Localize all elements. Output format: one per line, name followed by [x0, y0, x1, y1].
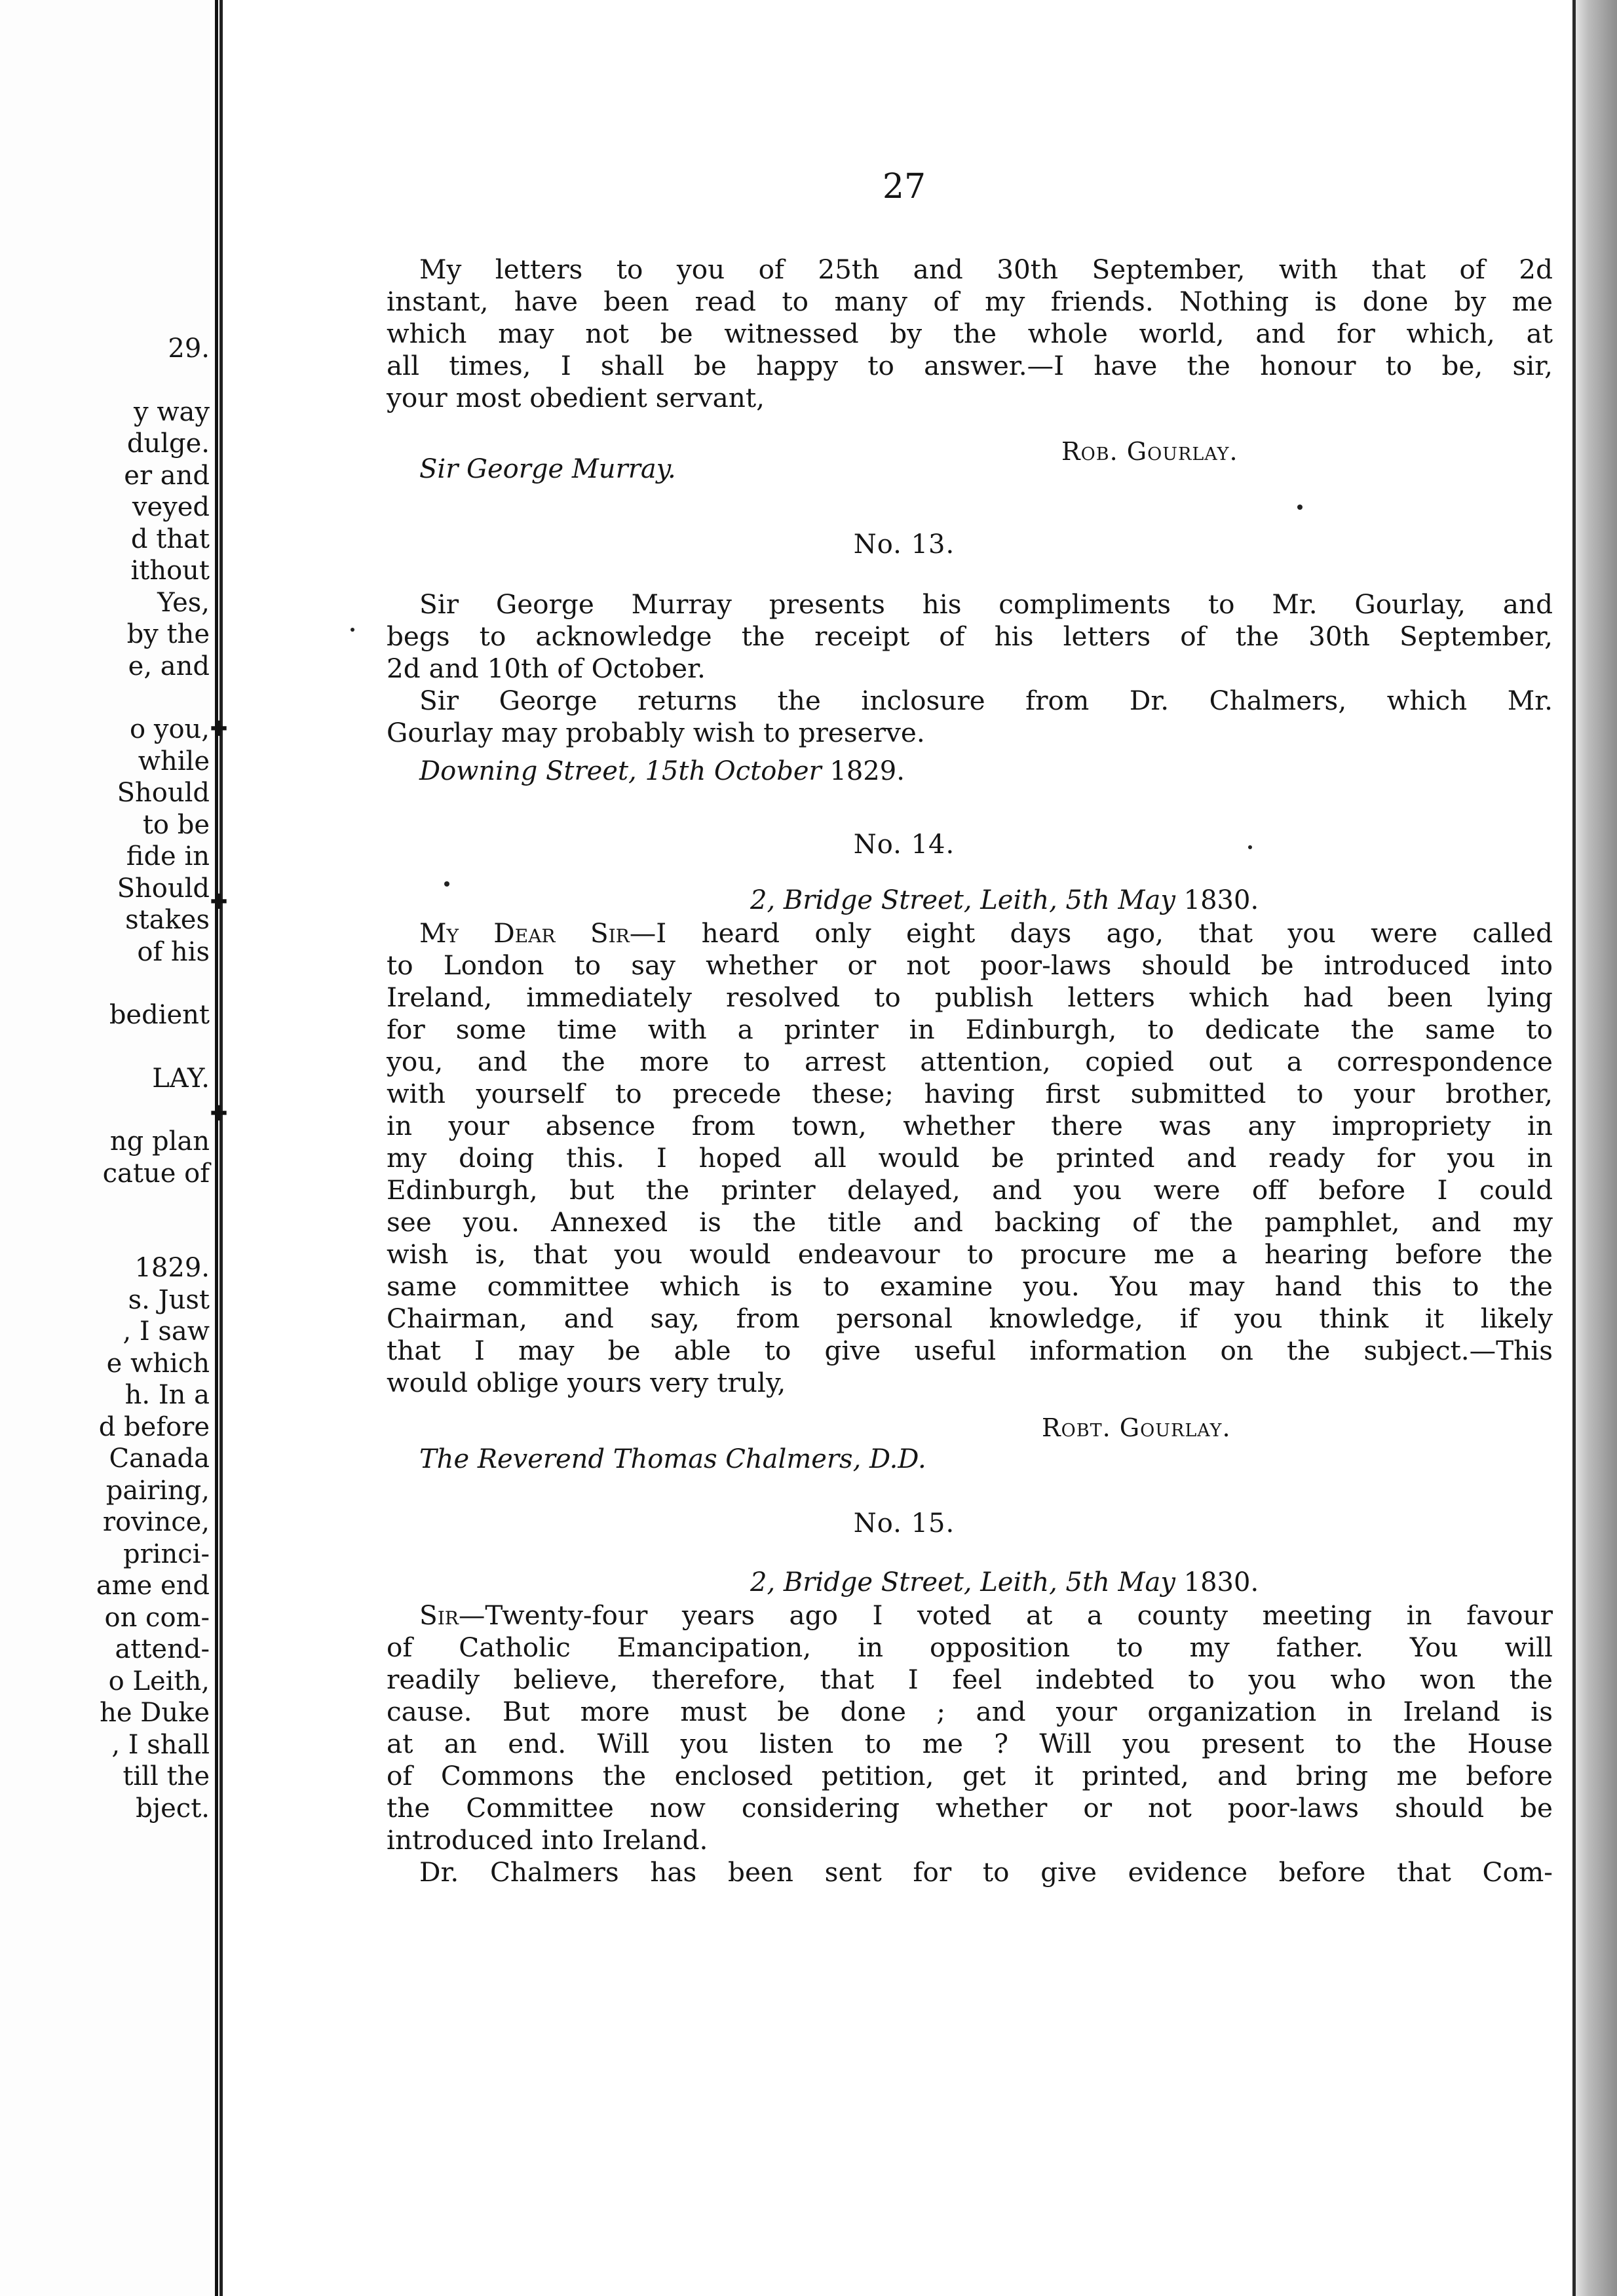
left-page-line: Yes, [157, 587, 210, 618]
addressee: Sir George Murray. [419, 454, 676, 484]
text-line: same committee which is to examine you. You may hand this to the [387, 1271, 1553, 1302]
left-page-line: ng plan [109, 1126, 210, 1157]
text-line: for some time with a printer in Edinburgh, to dedicate the same to [387, 1014, 1553, 1045]
left-page-line: dulge. [126, 429, 210, 459]
left-page-line: by the [126, 619, 210, 649]
left-page-line: Canada [109, 1444, 210, 1474]
text-line: which may not be witnessed by the whole world, and for which, at [387, 318, 1553, 349]
letter-heading: No. 14. [853, 830, 955, 860]
text-line: of Commons the enclosed petition, get it printed, and bring me before [387, 1760, 1553, 1791]
text-line: introduced into Ireland. [387, 1824, 708, 1856]
text-line: Chairman, and say, from personal knowledge, if you think it likely [387, 1303, 1553, 1334]
text-line: My Dear Sir—I heard only eight days ago, that you were called [419, 917, 1553, 949]
left-page-line: s. Just [128, 1284, 210, 1315]
left-page-line: d that [130, 524, 210, 554]
text-line: readily believe, therefore, that I feel indebted to you who won the [387, 1664, 1553, 1695]
letter-heading: No. 15. [853, 1508, 955, 1539]
page-number: 27 [882, 167, 926, 206]
print-speck [1297, 505, 1303, 510]
text-line: to London to say whether or not poor-laws should be introduced into [387, 949, 1553, 981]
left-page-line: till the [123, 1761, 210, 1791]
left-page-line: Should [117, 873, 210, 904]
left-page-line: Should [117, 778, 210, 808]
left-page-line: attend- [115, 1634, 210, 1664]
left-page-line: LAY. [152, 1063, 210, 1094]
print-speck [444, 881, 449, 887]
text-line: cause. But more must be done ; and your organization in Ireland is [387, 1696, 1553, 1727]
print-speck [351, 628, 354, 632]
left-page-line: he Duke [100, 1698, 210, 1728]
page-gutter [215, 0, 223, 2296]
text-line: all times, I shall be happy to answer.—I have the honour to be, sir, [387, 350, 1553, 381]
left-page-line: 1829. [134, 1253, 210, 1283]
left-page-line: stakes [125, 905, 210, 935]
text-line: at an end. Will you listen to me ? Will you present to the House [387, 1728, 1553, 1759]
dateline: 2, Bridge Street, Leith, 5th May 1830. [750, 1567, 1259, 1598]
text-line: Edinburgh, but the printer delayed, and you were off before I could [387, 1174, 1553, 1206]
salutation: My Dear Sir [419, 917, 630, 949]
left-page-line: to be [142, 809, 210, 840]
text-line: of Catholic Emancipation, in opposition to my father. You will [387, 1632, 1553, 1663]
left-page-line: pairing, [105, 1475, 210, 1506]
document-page [236, 0, 1572, 2296]
spine-stitch-mark: ✚ [210, 716, 228, 741]
left-page-line: veyed [132, 492, 210, 522]
spine-stitch-mark: ✚ [210, 1101, 228, 1126]
text-line: with yourself to precede these; having first submitted to your brother, [387, 1078, 1553, 1109]
text-line: Gourlay may probably wish to preserve. [387, 717, 925, 748]
letter-14-body [387, 917, 1553, 1399]
left-page-line: 29. [168, 334, 210, 364]
text-line: see you. Annexed is the title and backing of the pamphlet, and my [387, 1206, 1553, 1238]
left-page-line: while [138, 746, 210, 776]
dateline: Downing Street, 15th October 1829. [419, 756, 905, 786]
text-line: my doing this. I hoped all would be printed and ready for you in [387, 1142, 1553, 1174]
addressee: The Reverend Thomas Chalmers, D.D. [419, 1444, 926, 1474]
left-page-line: d before [98, 1411, 210, 1442]
text-line: would oblige yours very truly, [387, 1367, 786, 1398]
previous-page-fragment [0, 0, 215, 2296]
letter-heading: No. 13. [853, 529, 955, 560]
letter-13-body [387, 588, 1553, 749]
left-page-line: e, and [128, 651, 210, 681]
text-line: you, and the more to arrest attention, copied out a correspondence [387, 1046, 1553, 1077]
left-page-line: ithout [130, 556, 210, 586]
text-line: Dr. Chalmers has been sent for to give evidence before that Com- [419, 1856, 1553, 1888]
left-page-line: h. In a [124, 1380, 210, 1410]
dateline: 2, Bridge Street, Leith, 5th May 1830. [750, 885, 1259, 915]
left-page-line: catue of [102, 1158, 210, 1189]
spine-stitch-mark: ✚ [210, 889, 228, 914]
text-line: My letters to you of 25th and 30th September, with that of 2d [419, 254, 1553, 285]
salutation: Sir [419, 1599, 459, 1631]
print-speck [1248, 845, 1252, 849]
text-line: in your absence from town, whether there was any impropriety in [387, 1110, 1553, 1141]
letter-12-body [387, 254, 1553, 414]
text-line: wish is, that you would endeavour to procure me a hearing before the [387, 1238, 1553, 1270]
text-line: the Committee now considering whether or not poor-laws should be [387, 1792, 1553, 1824]
text-line: Sir George returns the inclosure from Dr. Chalmers, which Mr. [419, 685, 1553, 716]
left-page-line: bedient [109, 1000, 210, 1030]
text-line: your most obedient servant, [387, 382, 765, 413]
text-line: Sir—Twenty-four years ago I voted at a county meeting in favour [419, 1599, 1553, 1631]
text-line: 2d and 10th of October. [387, 653, 706, 684]
left-page-line: o Leith, [108, 1666, 210, 1696]
left-page-line: on com- [104, 1602, 210, 1633]
left-page-line: bject. [136, 1793, 210, 1824]
text-line: Ireland, immediately resolved to publish letters which had been lying [387, 982, 1553, 1013]
letter-15-body [387, 1599, 1553, 1888]
left-page-line: e which [106, 1348, 210, 1379]
left-page-line: of his [137, 936, 210, 967]
left-page-line: princi- [123, 1539, 210, 1569]
text-line: that I may be able to give useful information on the subject.—This [387, 1335, 1553, 1366]
left-page-line: o you, [130, 714, 210, 744]
left-page-line: , I saw [123, 1316, 210, 1347]
text-line: instant, have been read to many of my friends. Nothing is done by me [387, 286, 1553, 317]
left-page-line: er and [124, 460, 210, 491]
signature: Rob. Gourlay. [1061, 437, 1238, 466]
left-page-line: y way [134, 396, 210, 427]
right-page-edge [1572, 0, 1617, 2296]
left-page-line: fide in [126, 841, 210, 871]
text-line: Sir George Murray presents his compliments to Mr. Gourlay, and [419, 588, 1553, 620]
left-page-line: ame end [96, 1571, 210, 1601]
left-page-line: , I shall [111, 1729, 210, 1760]
left-page-line: rovince, [102, 1507, 210, 1537]
text-line: begs to acknowledge the receipt of his letters of the 30th September, [387, 621, 1553, 652]
signature: Robt. Gourlay. [1042, 1413, 1231, 1442]
